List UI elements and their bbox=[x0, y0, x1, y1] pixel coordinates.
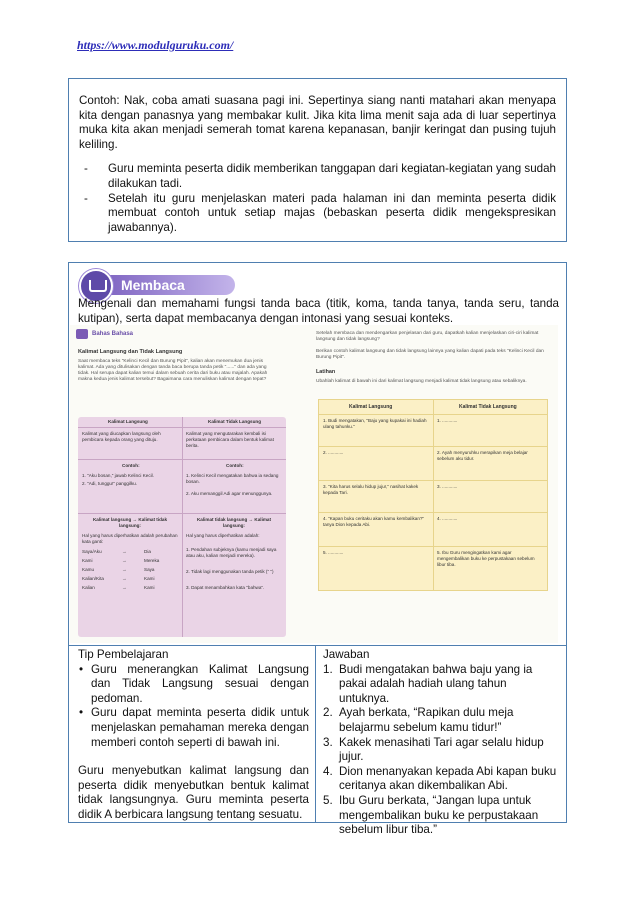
instruction-list bbox=[79, 162, 556, 235]
pink-example: 2. Aku memanggil Adi agar menunggunya. bbox=[186, 491, 273, 496]
tip-list bbox=[78, 663, 309, 751]
pink-example: 1. Kelinci Kecil mengatakan bahwa ia sedang bosan. bbox=[186, 473, 279, 484]
pink-definition: Kalimat yang diucapkan langsung oleh pembicara kepada orang yang dituju. bbox=[82, 431, 161, 442]
answer-column bbox=[323, 648, 559, 838]
pink-transform-title: Kalimat langsung → Kalimat tidak langsung: bbox=[92, 517, 168, 528]
pink-hline bbox=[78, 427, 286, 428]
tip-title: Tip Pembelajaran bbox=[78, 648, 169, 661]
table-row-line bbox=[319, 446, 547, 447]
pink-divider bbox=[182, 417, 183, 637]
reading-section-box bbox=[68, 262, 567, 837]
pronoun-pairs bbox=[82, 549, 178, 594]
right-paragraph: Berikan contoh kalimat langsung dan tidak langsung lainnya yang kalian dapati pada teks "Kelinci Kecil dan Burung Pipit". bbox=[316, 349, 544, 360]
pink-example-label: Contoh: bbox=[226, 463, 244, 468]
pink-rule: 2. Tidak lagi menggunakan tanda petik (" ") bbox=[186, 569, 274, 574]
table-row-line bbox=[319, 546, 547, 547]
bahas-bahasa-icon bbox=[76, 329, 88, 339]
tip-column bbox=[78, 648, 309, 823]
table-cell: 5. Ibu Guru mengingatkan kami agar mengembalikan buku ke perpustakaan sebelum libur tiba. bbox=[437, 550, 535, 567]
section-divider bbox=[69, 645, 566, 646]
column-divider bbox=[315, 645, 316, 822]
left-paragraph: Saat membaca teks "Kelinci Kecil dan Burung Pipit", kalian akan menemukan dua jenis kalimat. Ada yang ditulisakan dengan tanda baca berupa tanda petik "......" dan ada yang tidak. Hal serupa dapat kalian temui dalam sebuah cerita dari buku atau majalah. Apakah makna kedua jenis kalimat tersebut? Bagaimana cara menuliskan kalimat dengan tepat? bbox=[78, 359, 268, 382]
section-label: Bahas Bahasa bbox=[92, 331, 134, 337]
table-cell: 5. ............ bbox=[323, 550, 344, 555]
tip-item: • Guru dapat meminta peserta didik untuk menjelaskan pemahaman mereka dengan memberi contoh seperti di bawah ini. bbox=[78, 706, 309, 750]
pink-transform-title: Kalimat tidak langsung → Kalimat langsung: bbox=[196, 517, 272, 528]
pink-example: 2. "Adi, tunggu!" panggilku. bbox=[82, 481, 138, 486]
latihan-title: Latihan bbox=[316, 369, 336, 375]
reading-intro: Mengenali dan memahami fungsi tanda baca (titik, koma, tanda tanya, tanda seru, tanda kutipan), serta dapat membacanya dengan intonasi yang sesuai konteks. bbox=[78, 297, 559, 325]
table-row-line bbox=[319, 480, 547, 481]
latihan-paragraph: Ubahlah kalimat di bawah ini dari kalimat langsung menjadi kalimat tidak langsung atau sebaliknya. bbox=[316, 379, 527, 384]
table-row-line bbox=[319, 512, 547, 513]
banner-title: Membaca bbox=[121, 277, 185, 293]
pronoun-pair: Kalian/Kita → Kami bbox=[82, 576, 155, 581]
pronoun-pair: Saya/Aku → Dia bbox=[82, 549, 151, 554]
pink-example: 1. "Aku bosan," jawab Kelinci Kecil. bbox=[82, 473, 154, 478]
pink-header: Kalimat Langsung bbox=[108, 419, 148, 424]
answer-item: 3. Kakek menasihati Tari agar selalu hidup jujur. bbox=[323, 735, 544, 764]
pink-note: Hal yang harus diperhatikan adalah: bbox=[186, 533, 260, 538]
pink-hline bbox=[78, 513, 286, 514]
table-cell: 1. Budi mengatakan, "Baju yang kupakai ini hadiah ulang tahunku." bbox=[323, 418, 427, 429]
instruction-item: - Setelah itu guru menjelaskan materi pada halaman ini dan meminta peserta didik membuat contoh untuk setiap majas (bebaskan peserta didik mengekspresikan jawabannya). bbox=[79, 192, 556, 236]
yellow-divider bbox=[433, 400, 434, 590]
answer-list bbox=[323, 663, 559, 838]
table-header: Kalimat Langsung bbox=[349, 404, 393, 410]
example-paragraph: Contoh: Nak, coba amati suasana pagi ini. Sepertinya siang nanti matahari akan menyapa kita dengan panasnya yang membakar kulit. Jika kita lima menit saja ada di luar sepertinya muka kita akan menjadi semerah tomat karena kepanasan, banjir keringat dan pusing tujuh keliling. bbox=[79, 94, 556, 151]
table-cell: 2. ............ bbox=[323, 450, 344, 455]
pink-example-label: Contoh: bbox=[122, 463, 140, 468]
tip-paragraph: Guru menyebutkan kalimat langsung dan peserta didik menyebutkan bentuk kalimat tidak langsungnya. Guru meminta peserta didik A berbicara langsung tentang sesuatu. bbox=[78, 764, 309, 821]
pink-rule: 3. Dapat menambahkan kata "bahwa". bbox=[186, 585, 265, 590]
answer-item: 2. Ayah berkata, “Rapikan dulu meja belajarmu sebelum kamu tidur!” bbox=[323, 706, 514, 734]
table-header: Kalimat Tidak Langsung bbox=[459, 404, 517, 410]
table-cell: 1. ............ bbox=[437, 418, 458, 423]
answer-item: 5. Ibu Guru berkata, “Jangan lupa untuk mengembalikan buku ke perpustakaan sebelum libur tiba.” bbox=[323, 793, 539, 837]
answer-title: Jawaban bbox=[323, 648, 370, 661]
pink-table bbox=[78, 417, 286, 637]
membaca-banner bbox=[79, 269, 249, 299]
table-cell: 4. "Kapan buku ceritaku akan kamu kembalikan?" tanya Dion kepada Abi. bbox=[323, 516, 425, 527]
answer-item: 4. Dion menanyakan kepada Abi kapan buku ceritanya akan dikembalikan Abi. bbox=[323, 764, 557, 793]
pink-header: Kalimat Tidak Langsung bbox=[208, 419, 262, 424]
table-cell: 2. Ayah menyuruhku merapikan meja belajar sebelum aku tidur. bbox=[437, 450, 528, 461]
pronoun-pair: Kamu → Saya bbox=[82, 567, 155, 572]
textbook-page-image bbox=[70, 325, 558, 643]
example-box bbox=[68, 78, 567, 242]
pink-note: Hal yang harus diperhatikan adalah perubahan kata ganti: bbox=[82, 533, 178, 544]
pink-definition: Kalimat yang mengutarakan kembali isi perkataan pembicara dalam bentuk kalimat berita. bbox=[186, 431, 274, 448]
table-cell: 3. ............ bbox=[437, 484, 458, 489]
tip-item: • Guru menerangkan Kalimat Langsung dan Tidak Langsung sesuai dengan pedoman. bbox=[78, 663, 309, 707]
table-cell: 3. "Kita harus selalu hidup jujur," nasihat kakek kepada Tari. bbox=[323, 484, 419, 495]
answer-item: 1. Budi mengatakan bahwa baju yang ia pakai adalah hadiah ulang tahun untuknya. bbox=[323, 662, 533, 705]
instruction-item: - Guru meminta peserta didik memberikan tanggapan dari kegiatan-kegiatan yang sudah dilakukan tadi. bbox=[79, 162, 556, 191]
right-paragraph: Setelah membaca dan mendengarkan penjelasan dari guru, dapatkah kalian menjelaskan ciri-ciri kalimat langsung dan tidak langsung? bbox=[316, 331, 539, 342]
page-url-link[interactable]: https://www.modulguruku.com/ bbox=[77, 38, 234, 52]
pink-rule: 1. Pendahan subjeknya (kamu menjadi saya atau aku, kalian menjadi mereka). bbox=[186, 547, 277, 558]
pronoun-pair: Kalian → Kami bbox=[82, 585, 155, 590]
pronoun-pair: Kami → Mereka bbox=[82, 558, 160, 563]
table-cell: 4. ............ bbox=[437, 516, 458, 521]
exercise-table bbox=[318, 399, 548, 591]
pink-hline bbox=[78, 459, 286, 460]
table-row-line bbox=[319, 414, 547, 415]
left-title: Kalimat Langsung dan Tidak Langsung bbox=[78, 349, 183, 355]
